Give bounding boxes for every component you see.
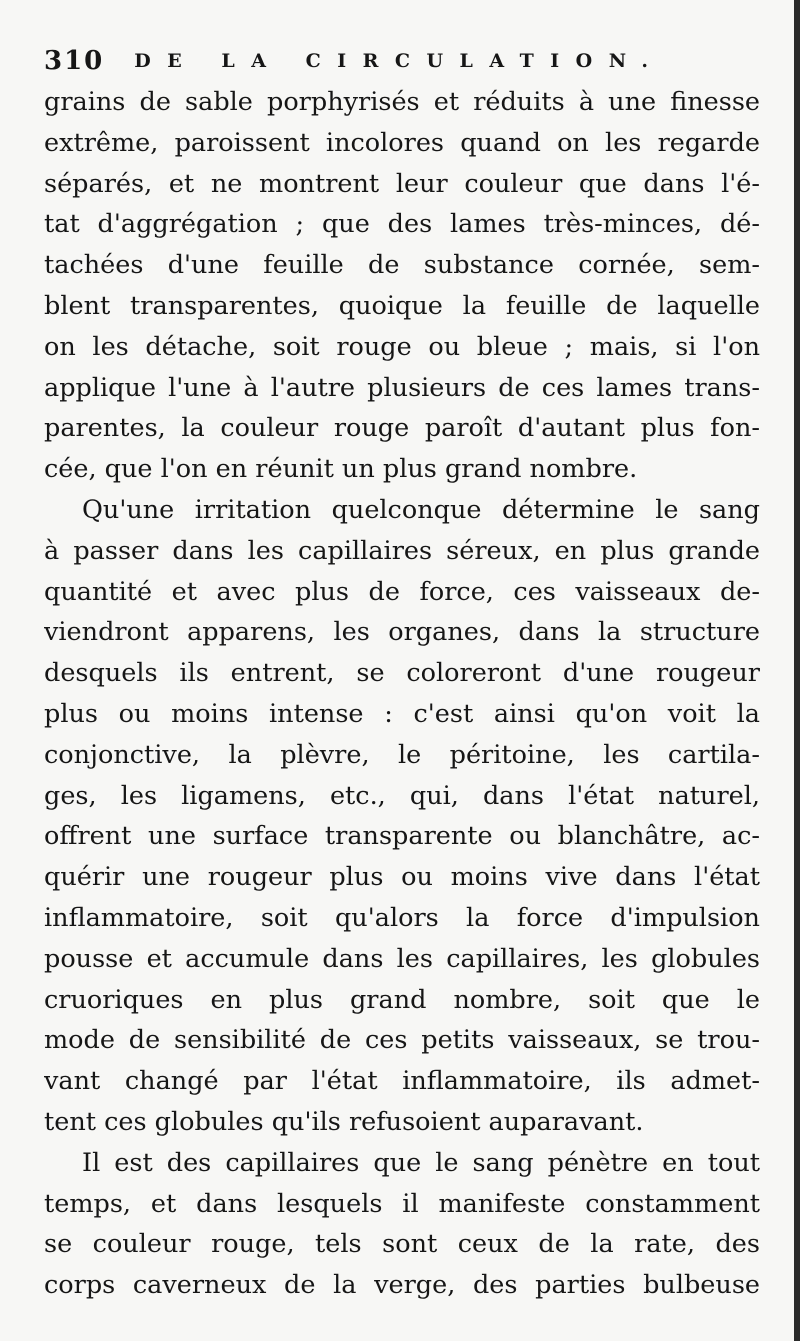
text-line: temps, et dans lesquels il manifeste constamment [44, 1188, 760, 1219]
text-line: vant changé par l'état inflammatoire, ils admet- [44, 1066, 760, 1097]
text-line: Il est des capillaires que le sang pénètre en tout [82, 1147, 760, 1178]
text-line: mode de sensibilité de ces petits vaisseaux, se trou- [44, 1025, 760, 1056]
text-line: tachées d'une feuille de substance cornée, sem- [44, 250, 760, 281]
text-line: inflammatoire, soit qu'alors la force d'impulsion [44, 902, 760, 933]
paragraph-2 [44, 490, 760, 1143]
text-line: ges, les ligamens, etc., qui, dans l'état naturel, [44, 780, 760, 811]
text-line: quérir une rougeur plus ou moins vive dans l'état [44, 862, 760, 893]
running-head: DE LA CIRCULATION. [134, 50, 665, 72]
text-line: applique l'une à l'autre plusieurs de ces lames trans- [44, 372, 760, 403]
text-line: offrent une surface transparente ou blanchâtre, ac- [44, 821, 760, 852]
text-line: plus ou moins intense : c'est ainsi qu'on voit la [44, 698, 760, 729]
text-line: grains de sable porphyrisés et réduits à une finesse [44, 87, 760, 117]
text-line: tat d'aggrégation ; que des lames très-minces, dé- [44, 209, 760, 240]
text-line: cruoriques en plus grand nombre, soit que le [44, 984, 760, 1015]
text-line: parentes, la couleur rouge paroît d'autant plus fon- [44, 413, 760, 444]
text-line: quantité et avec plus de force, ces vaisseaux de- [44, 576, 760, 607]
text-line: blent transparentes, quoique la feuille de laquelle [44, 290, 760, 321]
text-line: se couleur rouge, tels sont ceux de la rate, des [44, 1229, 760, 1260]
text-line: conjonctive, la plèvre, le péritoine, les cartila- [44, 739, 760, 770]
body-text [44, 82, 760, 1306]
page-header [44, 44, 764, 78]
text-line: desquels ils entrent, se coloreront d'une rougeur [44, 658, 760, 689]
paragraph-1 [44, 82, 760, 490]
text-line: pousse et accumule dans les capillaires, les globules [44, 943, 760, 974]
text-line: extrême, paroissent incolores quand on les regarde [44, 127, 760, 158]
text-line: viendront apparens, les organes, dans la structure [44, 617, 760, 648]
text-line: séparés, et ne montrent leur couleur que dans l'é- [44, 168, 760, 199]
text-line: tent ces globules qu'ils refusoient auparavant. [44, 1106, 644, 1137]
text-line: cée, que l'on en réunit un plus grand nombre. [44, 454, 638, 485]
text-line: Qu'une irritation quelconque détermine le sang [82, 494, 760, 525]
paragraph-3 [44, 1143, 760, 1306]
text-line: corps caverneux de la verge, des parties bulbeuse [44, 1270, 760, 1301]
text-line: à passer dans les capillaires séreux, en plus grande [44, 535, 760, 566]
text-line: on les détache, soit rouge ou bleue ; mais, si l'on [44, 331, 760, 362]
page-number: 310 [44, 46, 105, 76]
